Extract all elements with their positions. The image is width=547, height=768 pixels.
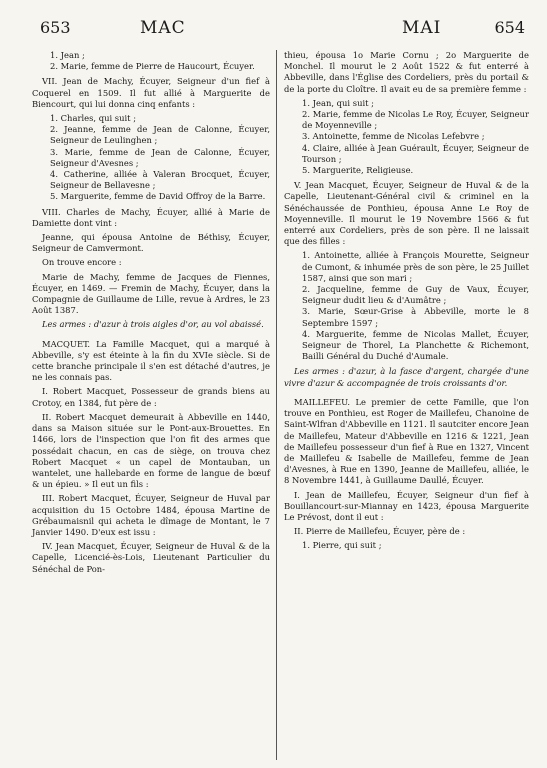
paragraph-maillefeu-ii: II. Pierre de Maillefeu, Écuyer, père de : <box>294 526 466 537</box>
paragraph-iv: IV. Jean Macquet, Écuyer, Seigneur de Huval & de la Capelle, Licencié-ès-Lois, Lieutenant Particulier du Sénéchal de Pon- <box>32 541 270 574</box>
list-item: 4. Marguerite, femme de Nicolas Mallet, Écuyer, Seigneur de Thorel, La Planchette & Richemont, Bailli Général du Duché d'Aumale. <box>302 328 529 362</box>
list-end <box>284 540 529 551</box>
list-v <box>284 250 529 362</box>
list-item: 1. Antoinette, alliée à François Mourette, Seigneur de Cumont, & inhumée près de son père, le 25 Juillet 1587, ainsi que son mari ; <box>302 250 529 283</box>
paragraph-iii: III. Robert Macquet, Écuyer, Seigneur de Huval par acquisition du 15 Octobre 1484, épousa Martine de Grébaumaisnil qui acheta le dîmage de Montant, le 7 Janvier 1490. D'eux est issu : <box>32 493 270 537</box>
list-item: 3. Marie, Sœur-Grise à Abbeville, morte le 8 Septembre 1597 ; <box>302 306 529 328</box>
paragraph-maillefeu: MAILLEFEU. Le premier de cette Famille, que l'on trouve en Ponthieu, est Roger de Maillefeu, Chanoine de Saint-Wlfran d'Abbeville en 1121. Il sautciter encore Jean de Maillefeu, Mateur d'Abbeville en 1216 & 1221, Jean de Maillefeu possesseur d'un fief à Rue en 1327, Vincent de Maillefeu & Isabelle de Maillefeu, femme de Jean d'Avesnes, à Rue en 1390, Jeanne de Maillefeu, alliée, le 8 Novembre 1441, à Guillaume Daullé, Écuyer. <box>284 396 529 486</box>
paragraph-viii: VIII. Charles de Machy, Écuyer, allié à Marie de Damiette dont vint : <box>32 206 270 228</box>
right-column <box>284 50 529 556</box>
running-head-left: MAC <box>140 18 186 38</box>
paragraph-vii: VII. Jean de Machy, Écuyer, Seigneur d'un fief à Coquerel en 1509. Il fut allié à Marguerite de Biencourt, qui lui donna cinq enfants : <box>32 76 270 109</box>
column-divider <box>276 50 277 760</box>
list-item: 4. Claire, alliée à Jean Guérault, Écuyer, Seigneur de Tourson ; <box>302 142 529 164</box>
paragraph-continued: thieu, épousa 1o Marie Cornu ; 2o Marguerite de Monchel. Il mourut le 2 Août 1522 & fut enterré à Abbeville, dans l'Église des Cordeliers, près du portail & de la porte du Cloître. Il avait eu de sa première femme : <box>284 50 529 94</box>
paragraph-macquet: MACQUET. La Famille Macquet, qui a marqué à Abbeville, s'y est éteinte à la fin du XVIe siècle. Si de cette branche principale il s'en est détaché d'autres, je ne les connais pas. <box>32 338 270 383</box>
paragraph-jeanne: Jeanne, qui épousa Antoine de Béthisy, Écuyer, Seigneur de Camvermont. <box>32 232 270 254</box>
paragraph-ii: II. Robert Macquet demeurait à Abbeville en 1440, dans sa Maison située sur le Pont-aux-Brouettes. En 1466, lors de l'inspection que l'on fit des armes que possédait chacun, en cas de siège, on trouva chez Robert Macquet « un capel de Montauban, un wantelet, une hallebarde en forme de langue de bœuf & un épieu. » Il eut un fils : <box>32 411 270 490</box>
list-item: 5. Marguerite, Religieuse. <box>302 165 414 176</box>
paragraph-marie: Marie de Machy, femme de Jacques de Fiennes, Écuyer, en 1469. — Fremin de Machy, Écuyer, dans la Compagnie de Guillaume de Lille, revue à Ardres, le 23 Août 1387. <box>32 271 270 316</box>
list-top <box>32 50 270 72</box>
list-item: 1. Charles, qui suit ; <box>50 113 137 124</box>
page-number-left: 653 <box>40 18 71 37</box>
left-column <box>32 50 270 578</box>
arms-machy: Les armes : d'azur à trois aigles d'or, au vol abaissé. <box>42 319 264 330</box>
list-item: 1. Jean, qui suit ; <box>302 97 374 108</box>
list-item: 1. Pierre, qui suit ; <box>302 540 382 551</box>
list-item: 2. Marie, femme de Pierre de Haucourt, Écuyer. <box>50 61 255 72</box>
list-iv <box>284 98 529 176</box>
list-item: 2. Jeanne, femme de Jean de Calonne, Écuyer, Seigneur de Leulinghen ; <box>50 124 270 146</box>
arms-macquet: Les armes : d'azur, à la fasce d'argent, chargée d'une vivre d'azur & accompagnée de trois croissants d'or. <box>284 366 529 388</box>
running-head-right: MAI <box>402 18 442 38</box>
list-item: 5. Marguerite, femme de David Offroy de la Barre. <box>50 191 266 202</box>
list-item: 1. Jean ; <box>50 50 85 60</box>
page-number-right: 654 <box>494 18 525 37</box>
paragraph-maillefeu-i: I. Jean de Maillefeu, Écuyer, Seigneur d'un fief à Bouillancourt-sur-Miannay en 1423, épousa Marguerite Le Prévost, dont il eut : <box>284 489 529 522</box>
paragraph-v: V. Jean Macquet, Écuyer, Seigneur de Huval & de la Capelle, Lieutenant-Général civil & criminel en la Sénéchaussée de Ponthieu, épousa Anne Le Roy de Moyenneville. Il mourut le 19 Novembre 1566 & fut enterré aux Cordeliers, près de son père. Il ne laissait que des filles : <box>284 180 529 247</box>
list-item: 2. Jacqueline, femme de Guy de Vaux, Écuyer, Seigneur dudit lieu & d'Aumâtre ; <box>302 284 529 306</box>
paragraph-i: I. Robert Macquet, Possesseur de grands biens au Crotoy, en 1384, fut père de : <box>32 386 270 408</box>
list-item: 2. Marie, femme de Nicolas Le Roy, Écuyer, Seigneur de Moyenneville ; <box>302 109 529 131</box>
list-item: 3. Antoinette, femme de Nicolas Lefebvre ; <box>302 131 485 142</box>
list-item: 4. Catherine, alliée à Valeran Brocquet, Écuyer, Seigneur de Bellavesne ; <box>50 169 270 191</box>
list-item: 3. Marie, femme de Jean de Calonne, Écuyer, Seigneur d'Avesnes ; <box>50 146 270 168</box>
paragraph-on-trouve: On trouve encore : <box>42 257 122 268</box>
page-header <box>0 18 547 44</box>
list-vii <box>32 113 270 203</box>
